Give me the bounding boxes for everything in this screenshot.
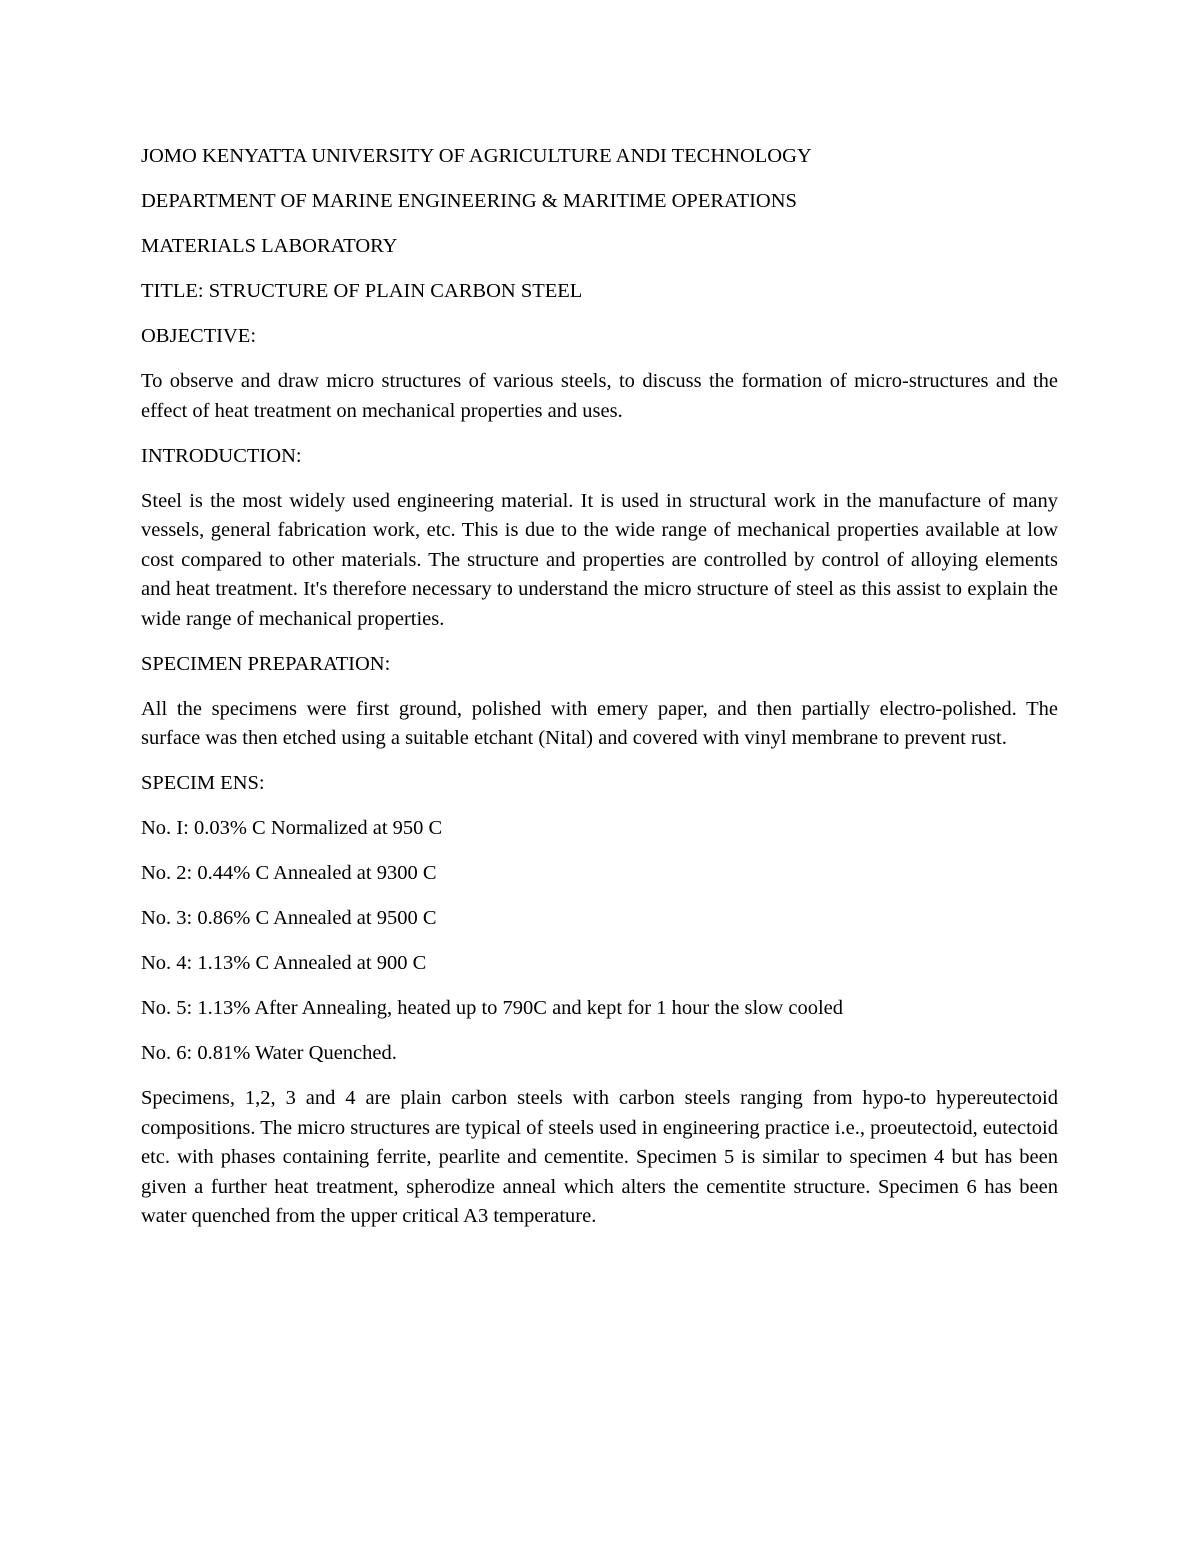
specimen-item-3: No. 3: 0.86% C Annealed at 9500 C — [141, 907, 437, 929]
university-name: JOMO KENYATTA UNIVERSITY OF AGRICULTURE ANDI TECHNOLOGY — [141, 145, 812, 167]
specimens-heading: SPECIM ENS: — [141, 772, 265, 794]
specimen-item-2: No. 2: 0.44% C Annealed at 9300 C — [141, 862, 437, 884]
document-title: TITLE: STRUCTURE OF PLAIN CARBON STEEL — [141, 280, 583, 302]
specimen-item-1: No. I: 0.03% C Normalized at 950 C — [141, 817, 443, 839]
specimen-item-4: No. 4: 1.13% C Annealed at 900 C — [141, 952, 427, 974]
preparation-text: All the specimens were first ground, polished with emery paper, and then partially electro-polished. The surface was then etched using a suitable etchant (Nital) and covered with vinyl membrane to prevent rust. — [141, 697, 1058, 749]
specimen-item-6: No. 6: 0.81% Water Quenched. — [141, 1042, 397, 1064]
specimen-item-5: No. 5: 1.13% After Annealing, heated up to 790C and kept for 1 hour the slow cooled — [141, 997, 843, 1019]
laboratory-name: MATERIALS LABORATORY — [141, 235, 398, 257]
department-name: DEPARTMENT OF MARINE ENGINEERING & MARITIME OPERATIONS — [141, 190, 797, 212]
introduction-heading: INTRODUCTION: — [141, 444, 302, 467]
document-body — [141, 142, 1058, 1247]
objective-heading: OBJECTIVE: — [141, 325, 257, 347]
specimens-summary: Specimens, 1,2, 3 and 4 are plain carbon steels with carbon steels ranging from hypo-to hypereutectoid compositions. The micro structures are typical of steels used in engineering practice i.e., proeutectoid, eutectoid etc. with phases containing ferrite, pearlite and cementite. Specimen 5 is similar to specimen 4 but has been given a further heat treatment, spherodize anneal which alters the cementite structure. Specimen 6 has been water quenched from the upper critical A3 temperature. — [141, 1087, 1058, 1227]
introduction-text: Steel is the most widely used engineering material. It is used in structural work in the manufacture of many vessels, general fabrication work, etc. This is due to the wide range of mechanical properties available at low cost compared to other materials. The structure and properties are controlled by control of alloying elements and heat treatment. It's therefore necessary to understand the micro structure of steel as this assist to explain the wide range of mechanical properties. — [141, 489, 1058, 630]
preparation-heading: SPECIMEN PREPARATION: — [141, 652, 391, 675]
objective-text: To observe and draw micro structures of various steels, to discuss the formation of micro-structures and the effect of heat treatment on mechanical properties and uses. — [141, 370, 1058, 422]
